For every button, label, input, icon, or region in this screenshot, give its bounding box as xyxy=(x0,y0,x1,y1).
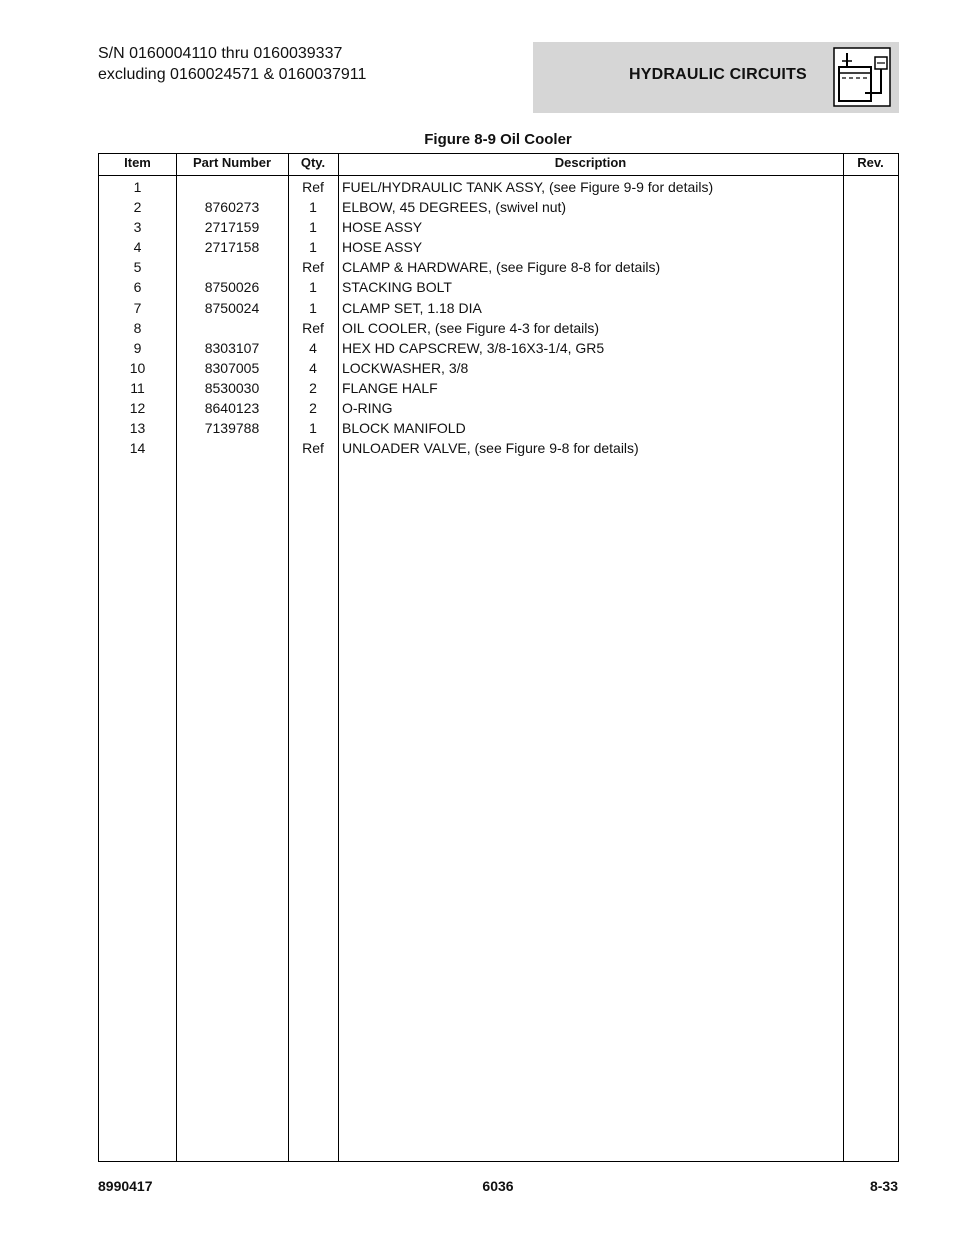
footer-manual-number: 8990417 xyxy=(98,1178,153,1194)
part-number: 2717158 xyxy=(204,239,260,256)
quantity: 2 xyxy=(309,400,317,417)
table-row xyxy=(99,397,898,417)
item-number: 6 xyxy=(133,279,142,296)
table-row xyxy=(99,196,898,216)
item-number: 10 xyxy=(129,359,146,376)
description: OIL COOLER, (see Figure 4-3 for details) xyxy=(342,319,600,336)
item-number: 9 xyxy=(133,339,142,356)
quantity: 1 xyxy=(309,199,317,216)
description: CLAMP & HARDWARE, (see Figure 8-8 for details) xyxy=(342,259,661,276)
part-number: 8530030 xyxy=(204,379,260,396)
hydraulic-tank-icon xyxy=(833,47,891,107)
part-number: 8640123 xyxy=(204,400,260,417)
serial-line-2: excluding 0160024571 & 0160037911 xyxy=(98,66,367,83)
item-number: 1 xyxy=(133,179,142,195)
header-description: Description xyxy=(554,155,627,170)
header-item: Item xyxy=(124,155,151,170)
table-row xyxy=(99,236,898,256)
quantity: 1 xyxy=(309,420,317,437)
part-number: 8307005 xyxy=(204,359,260,376)
description: O-RING xyxy=(342,400,393,417)
description: HOSE ASSY xyxy=(342,239,423,256)
part-number: 8303107 xyxy=(204,339,260,356)
part-number: 7139788 xyxy=(204,420,260,437)
serial-number-range xyxy=(98,43,366,85)
section-header-box xyxy=(533,42,899,113)
footer-page-number: 8-33 xyxy=(869,1178,898,1194)
quantity: 4 xyxy=(309,359,317,376)
part-number: 8760273 xyxy=(204,199,260,216)
description: UNLOADER VALVE, (see Figure 9-8 for details) xyxy=(342,440,639,457)
table-body xyxy=(99,176,898,457)
description: FLANGE HALF xyxy=(342,379,438,396)
quantity: 1 xyxy=(309,219,317,236)
part-number: 8750026 xyxy=(204,279,260,296)
item-number: 11 xyxy=(130,379,145,396)
quantity: Ref xyxy=(302,319,324,336)
item-number: 12 xyxy=(129,400,146,417)
serial-line-1: S/N 0160004110 thru 0160039337 xyxy=(98,45,343,62)
description: BLOCK MANIFOLD xyxy=(342,420,466,437)
table-row xyxy=(99,337,898,357)
header-rev: Rev. xyxy=(857,155,884,170)
parts-table xyxy=(98,153,899,1162)
section-title: HYDRAULIC CIRCUITS xyxy=(629,66,807,83)
item-number: 14 xyxy=(129,440,146,457)
quantity: 1 xyxy=(309,239,317,256)
item-number: 8 xyxy=(133,319,142,336)
footer-code: 6036 xyxy=(482,1178,514,1194)
description: STACKING BOLT xyxy=(342,279,452,296)
quantity: Ref xyxy=(302,259,324,276)
part-number: 2717159 xyxy=(204,219,260,236)
item-number: 2 xyxy=(133,199,142,216)
header-part-number: Part Number xyxy=(192,155,272,170)
table-row xyxy=(99,437,898,457)
table-row xyxy=(99,276,898,296)
table-row xyxy=(99,317,898,337)
description: CLAMP SET, 1.18 DIA xyxy=(342,299,482,316)
item-number: 4 xyxy=(133,239,142,256)
quantity: 4 xyxy=(309,339,317,356)
description: ELBOW, 45 DEGREES, (swivel nut) xyxy=(342,199,567,216)
table-row xyxy=(99,417,898,437)
table-row xyxy=(99,176,898,196)
quantity: 1 xyxy=(309,279,317,296)
description: HOSE ASSY xyxy=(342,219,423,236)
table-row xyxy=(99,256,898,276)
quantity: 1 xyxy=(309,299,317,316)
part-number: 8750024 xyxy=(204,299,260,316)
table-row xyxy=(99,357,898,377)
table-row xyxy=(99,216,898,236)
table-row xyxy=(99,297,898,317)
description: FUEL/HYDRAULIC TANK ASSY, (see Figure 9-9 for details) xyxy=(342,179,714,195)
item-number: 7 xyxy=(133,299,142,316)
item-number: 13 xyxy=(129,420,146,437)
quantity: 2 xyxy=(309,379,317,396)
description: HEX HD CAPSCREW, 3/8-16X3-1/4, GR5 xyxy=(342,339,605,356)
description: LOCKWASHER, 3/8 xyxy=(342,359,469,376)
item-number: 3 xyxy=(133,219,142,236)
quantity: Ref xyxy=(302,440,324,457)
figure-title: Figure 8-9 Oil Cooler xyxy=(424,131,572,148)
quantity: Ref xyxy=(302,179,324,195)
item-number: 5 xyxy=(133,259,142,276)
header-qty: Qty. xyxy=(300,155,326,170)
table-row xyxy=(99,377,898,397)
